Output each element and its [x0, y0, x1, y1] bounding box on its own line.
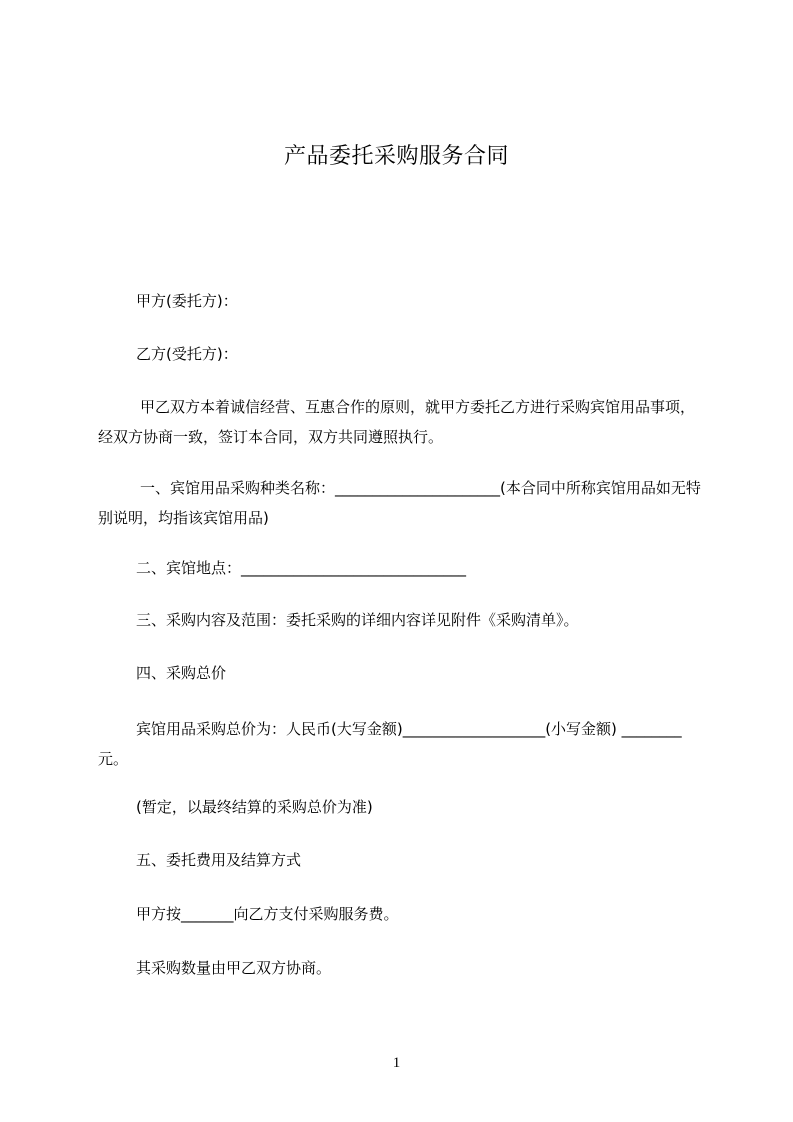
preamble-paragraph: 甲乙双方本着诚信经营、互惠合作的原则，就甲方委托乙方进行采购宾馆用品事项，经双方协商一致，签订本合同，双方共同遵照执行。	[98, 398, 696, 446]
party-b-line: 乙方(受托方)：	[136, 345, 238, 363]
clause-4-heading: 四、采购总价	[136, 664, 227, 682]
provisional-note: (暂定，以最终结算的采购总价为准)	[136, 798, 373, 816]
party-a-line: 甲方(委托方)：	[136, 292, 238, 310]
document-title: 产品委托采购服务合同	[283, 144, 509, 169]
service-fee-paragraph: 甲方按_______向乙方支付采购服务费。	[136, 905, 399, 923]
clause-3-paragraph: 三、采购内容及范围：委托采购的详细内容详见附件《采购清单》。	[136, 611, 579, 629]
quantity-paragraph: 其采购数量由甲乙双方协商。	[136, 959, 332, 977]
clause-5-heading: 五、委托费用及结算方式	[136, 851, 302, 869]
total-price-paragraph: 宾馆用品采购总价为：人民币(大写金额)___________________(小写金额) ________元。	[98, 720, 682, 768]
clause-1-paragraph: 一、宾馆用品采购种类名称：______________________(本合同中所称宾馆用品如无特别说明，均指该宾馆用品)	[98, 479, 701, 527]
clause-2-paragraph: 二、宾馆地点：______________________________	[136, 559, 467, 577]
page-number: 1	[392, 1055, 401, 1071]
